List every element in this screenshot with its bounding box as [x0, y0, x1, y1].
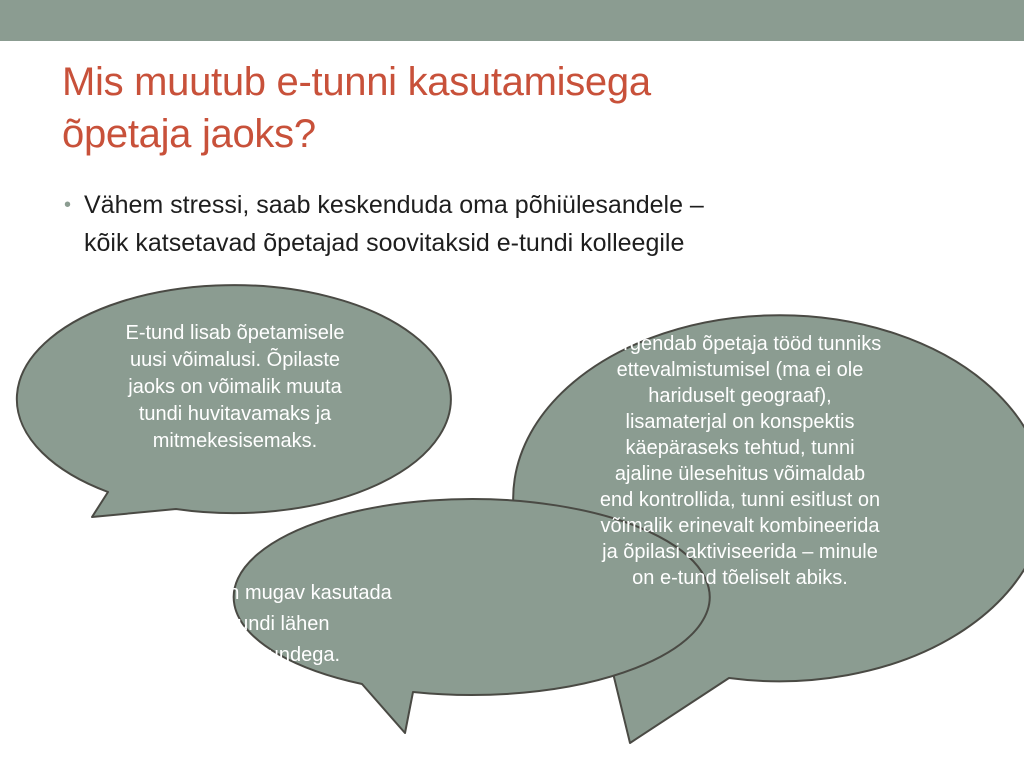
bubble-3-line: kindlustundega. — [199, 644, 341, 666]
title-line-2: õpetaja jaoks? — [62, 112, 316, 156]
speech-bubble-2-text — [545, 331, 935, 591]
bubble-1-line: jaoks on võimalik muuta — [128, 376, 342, 398]
bubble-2-line: võimalik erinevalt kombineerida — [600, 515, 880, 537]
bullet-line-1: Vähem stressi, saab keskenduda oma põhiülesandele – — [84, 191, 704, 219]
bubble-2-line: käepäraseks tehtud, tunni — [625, 437, 855, 459]
bubble-3-line: E-tundi on mugav kasutada — [148, 582, 392, 604]
speech-bubble-1-text — [85, 320, 385, 455]
bubble-1-line: E-tund lisab õpetamisele — [125, 322, 345, 344]
bubble-2-line: ettevalmistumisel (ma ei ole — [616, 359, 864, 381]
bubble-2-line: end kontrollida, tunni esitlust on — [599, 489, 881, 511]
title-line-1: Mis muutub e-tunni kasutamisega — [62, 60, 651, 104]
bubble-2-line: Kergendab õpetaja tööd tunniks — [598, 333, 882, 355]
bubble-1-line: uusi võimalusi. Õpilaste — [129, 349, 341, 371]
bubble-3-line: ja tundi lähen — [210, 613, 330, 635]
bubble-2-line: on e-tund tõeliselt abiks. — [632, 567, 848, 589]
bubble-2-line: ajaline ülesehitus võimaldab — [614, 463, 866, 485]
bubble-1-line: tundi huvitavamaks ja — [138, 403, 332, 425]
bullet-icon: • — [64, 194, 72, 216]
bullet-line-2: kõik katsetavad õpetajad soovitaksid e-tundi kolleegile — [84, 229, 685, 257]
bubble-2-line: hariduselt geograaf), — [648, 385, 832, 407]
bubble-1-line: mitmekesisemaks. — [152, 430, 318, 452]
speech-bubble-3-text — [100, 578, 440, 671]
bubble-2-line: ja õpilasi aktiviseerida – minule — [602, 541, 878, 563]
bubble-2-line: lisamaterjal on konspektis — [625, 411, 855, 433]
